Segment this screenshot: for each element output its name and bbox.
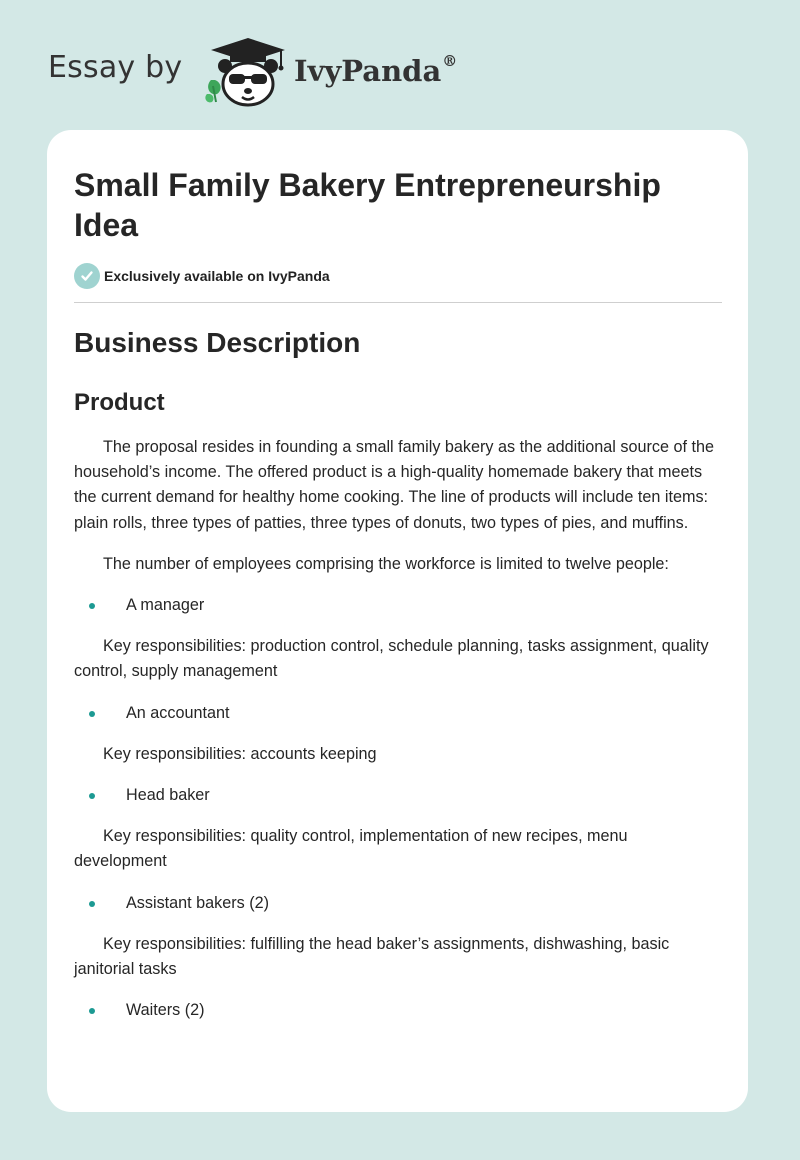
bullet-dot-icon bbox=[89, 1008, 95, 1014]
brand-name[interactable]: IvyPanda® bbox=[294, 52, 458, 88]
site-header bbox=[48, 36, 548, 108]
essay-card bbox=[47, 130, 748, 1112]
list-item: Assistant bakers (2) bbox=[74, 891, 722, 916]
employee-list bbox=[74, 701, 722, 726]
list-item: An accountant bbox=[74, 701, 722, 726]
exclusive-label: Exclusively available on IvyPanda bbox=[104, 268, 330, 284]
paragraph: The number of employees comprising the workforce is limited to twelve people: bbox=[103, 554, 669, 573]
list-item: Waiters (2) bbox=[74, 998, 722, 1023]
section-heading: Business Description bbox=[74, 327, 361, 358]
bullet-dot-icon bbox=[89, 603, 95, 609]
list-item: A manager bbox=[74, 593, 722, 618]
bullet-dot-icon bbox=[89, 711, 95, 717]
essay-by-label: Essay by bbox=[48, 50, 183, 85]
paragraph: Key responsibilities: production control, schedule planning, tasks assignment, quality control, supply management bbox=[74, 637, 709, 681]
panda-graduate-icon[interactable] bbox=[203, 36, 289, 108]
divider bbox=[74, 302, 722, 303]
page-title: Small Family Bakery Entrepreneurship Idea bbox=[74, 167, 661, 243]
employee-list bbox=[74, 891, 722, 916]
paragraph: Key responsibilities: fulfilling the head baker’s assignments, dishwashing, basic janitorial tasks bbox=[74, 934, 670, 979]
paragraph: The proposal resides in founding a small family bakery as the additional source of the household’s income. The offered product is a high-quality homemade bakery that meets the current demand for healthy home cooking. The line of products will include ten items: plain rolls, three types of patties, three types of donuts, two types of pies, and muffins. bbox=[74, 438, 714, 532]
bullet-dot-icon bbox=[89, 901, 95, 907]
exclusive-badge bbox=[74, 262, 330, 290]
check-icon bbox=[74, 263, 100, 289]
bullet-dot-icon bbox=[89, 793, 95, 799]
employee-list bbox=[74, 593, 722, 618]
employee-list bbox=[74, 783, 722, 808]
paragraph: Key responsibilities: quality control, implementation of new recipes, menu development bbox=[74, 827, 628, 871]
list-item: Head baker bbox=[74, 783, 722, 808]
paragraph: Key responsibilities: accounts keeping bbox=[103, 744, 377, 763]
employee-list bbox=[74, 998, 722, 1023]
subsection-heading: Product bbox=[74, 389, 165, 416]
essay-body bbox=[74, 435, 722, 1039]
